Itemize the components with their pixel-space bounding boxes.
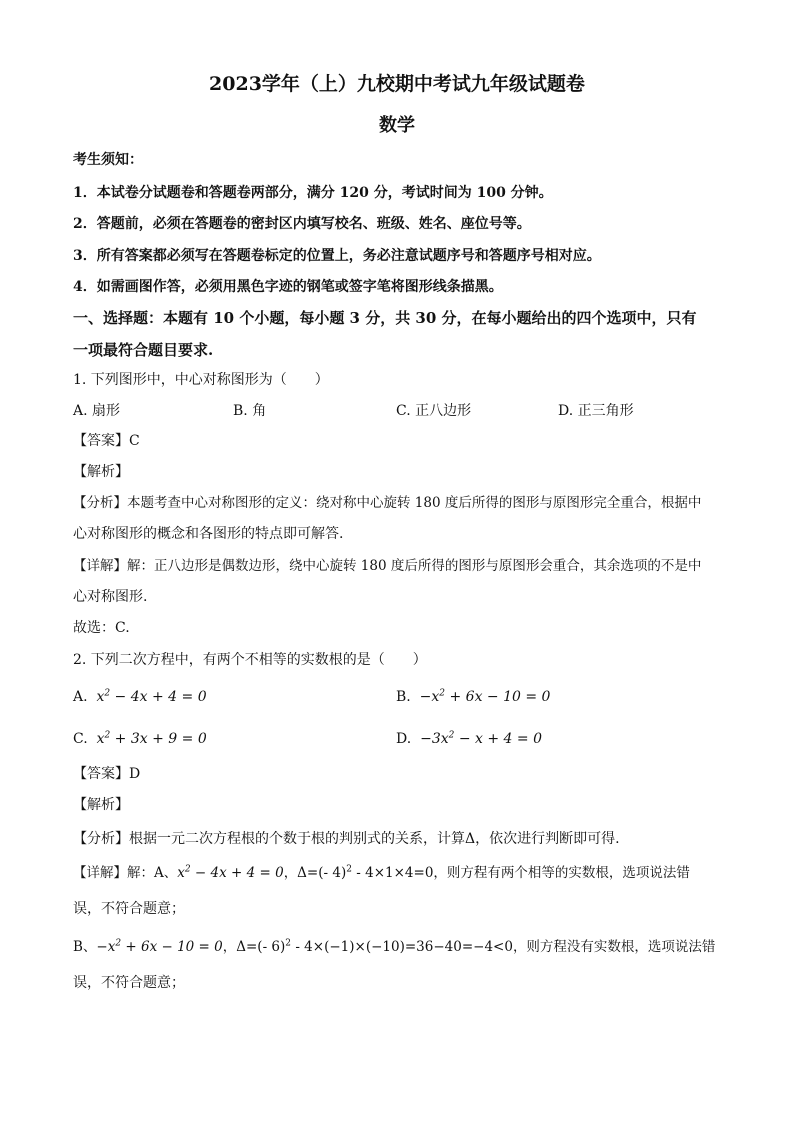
q2-xiangjie-b-result: - 4×(−1)×(−10)=36−40=−4<0，则方程没有实数根，选项说法错 <box>291 939 716 955</box>
q1-option-b: B. 角 <box>233 403 267 419</box>
q1-option-d: D. 正三角形 <box>558 403 634 419</box>
q2-xiangjie-b-line-1: B、$-x^2 + 6x - 10 = 0$，Δ=(- 6)$^2$ - 4×(−1)×(−10)=36−40=−4<0，则方程没有实数根，选项说法错 <box>73 938 716 955</box>
q1-option-c: C. 正八边形 <box>396 403 472 419</box>
q2-option-c-equation: $x^2 + 3x + 9 = 0$ <box>96 730 207 747</box>
q2-option-c-letter: C. <box>73 731 88 747</box>
q1-stem: 1. 下列图形中，中心对称图形为（ ） <box>73 372 329 388</box>
q2-option-d-equation: $-3x^2 - x + 4 = 0$ <box>420 730 542 747</box>
q2-xiangjie-b-delta: ，Δ=(- 6) <box>222 939 286 955</box>
q2-stem: 2. 下列二次方程中，有两个不相等的实数根的是（ ） <box>73 652 427 668</box>
subject-title: 数学 <box>379 115 415 136</box>
notice-heading: 考生须知： <box>73 152 143 168</box>
q2-xiangjie-label: 【详解】解：A、 <box>73 865 178 881</box>
q2-option-b-equation: $-x^2 + 6x - 10 = 0$ <box>419 688 551 705</box>
notice-item-3: 3．所有答案都必须写在答题卷标定的位置上，务必注意试题序号和答题序号相对应。 <box>73 248 601 264</box>
q1-conclusion: 故选：C. <box>73 620 130 636</box>
q2-option-a-letter: A. <box>73 689 88 705</box>
q2-xiangjie-a-line-2: 误，不符合题意； <box>73 901 185 917</box>
notice-item-1: 1．本试卷分试题卷和答题卷两部分，满分 120 分，考试时间为 100 分钟。 <box>73 185 553 201</box>
q2-xiangjie-b-line-2: 误，不符合题意； <box>73 975 185 991</box>
q2-option-d <box>396 729 542 749</box>
q2-analysis-label: 【解析】 <box>73 797 129 813</box>
q2-option-d-letter: D. <box>396 731 412 747</box>
q2-xiangjie-a-line-1: 【详解】解：A、$x^2 - 4x + 4 = 0$，Δ=(- 4)$^2$ - 4×1×4=0，则方程有两个相等的实数根，选项说法错 <box>73 864 690 881</box>
section-heading-line-1: 一、选择题：本题有 10 个小题，每小题 3 分，共 30 分，在每小题给出的四个选项中，只有 <box>73 309 697 327</box>
q1-xiangjie-line-1: 【详解】解：正八边形是偶数边形，绕中心旋转 180 度后所得的图形与原图形会重合，其余选项的不是中 <box>73 558 702 574</box>
q2-xiangjie-a-result: - 4×1×4=0，则方程有两个相等的实数根，选项说法错 <box>351 865 690 881</box>
q1-fenxi-line-2: 心对称图形的概念和各图形的特点即可解答. <box>73 526 344 542</box>
notice-item-2: 2．答题前，必须在答题卷的密封区内填写校名、班级、姓名、座位号等。 <box>73 216 531 232</box>
q1-option-a: A. 扇形 <box>73 403 121 419</box>
q1-xiangjie-line-2: 心对称图形. <box>73 589 148 605</box>
q2-option-b <box>396 687 550 707</box>
q2-option-b-letter: B. <box>396 689 411 705</box>
q2-xiangjie-a-delta: ，Δ=(- 4) <box>283 865 347 881</box>
q2-option-a-equation: $x^2 - 4x + 4 = 0$ <box>96 688 207 705</box>
page-title: 2023学年（上）九校期中考试九年级试题卷 <box>209 73 585 95</box>
q2-xiangjie-b-prefix: B、 <box>73 939 97 955</box>
q2-answer: 【答案】D <box>73 766 141 782</box>
q2-option-a <box>73 687 207 707</box>
notice-item-4: 4．如需画图作答，必须用黑色字迹的钢笔或签字笔将图形线条描黑。 <box>73 279 503 295</box>
q1-fenxi-line-1: 【分析】本题考查中心对称图形的定义：绕对称中心旋转 180 度后所得的图形与原图形完全重合，根据中 <box>73 495 702 511</box>
q2-xiangjie-b-equation: $-x^2 + 6x - 10 = 0$ <box>96 938 223 955</box>
q2-option-c <box>73 729 207 749</box>
q2-fenxi: 【分析】根据一元二次方程根的个数于根的判别式的关系，计算Δ，依次进行判断即可得. <box>73 831 620 847</box>
q2-xiangjie-a-equation: $x^2 - 4x + 4 = 0$ <box>177 864 284 881</box>
q1-analysis-label: 【解析】 <box>73 464 129 480</box>
section-heading-line-2: 一项最符合题目要求. <box>73 341 214 359</box>
q1-answer: 【答案】C <box>73 433 140 449</box>
